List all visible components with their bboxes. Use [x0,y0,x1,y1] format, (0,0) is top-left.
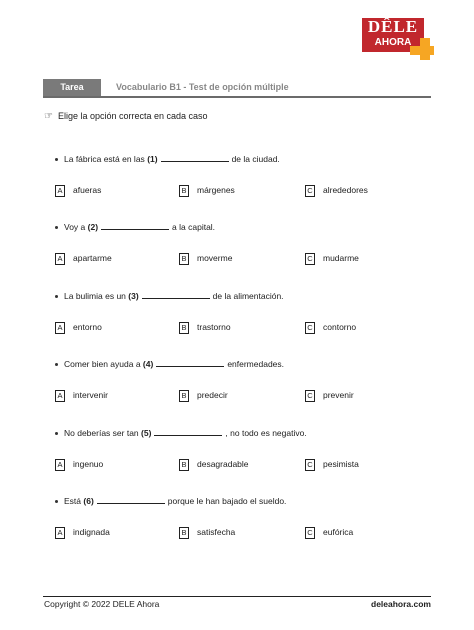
option-letter-box[interactable]: C [305,253,315,265]
bullet-icon [55,500,58,503]
answer-blank[interactable] [161,152,229,162]
option-c[interactable] [305,526,353,539]
bullet-icon [55,432,58,435]
question-6 [55,494,286,507]
option-letter-box[interactable]: B [179,527,189,539]
option-label: márgenes [197,185,235,195]
question-post: , no todo es negativo. [225,428,307,438]
option-letter-box[interactable]: A [55,459,65,471]
question-post: porque le han bajado el sueldo. [167,496,287,506]
option-letter-box[interactable]: B [179,390,189,402]
option-a[interactable] [55,389,108,402]
question-number: (3) [128,291,139,301]
dele-ahora-logo [362,12,434,60]
answer-blank[interactable] [154,426,222,436]
question-pre: Está [64,496,82,506]
option-letter-box[interactable]: C [305,185,315,197]
question-number: (1) [147,154,158,164]
answer-blank[interactable] [97,494,165,504]
option-label: pesimista [323,459,359,469]
question-number: (4) [142,359,154,369]
option-letter-box[interactable]: A [55,322,65,334]
option-label: eufórica [323,527,354,537]
answer-blank[interactable] [101,220,169,230]
question-pre: Voy a [64,222,86,232]
question-3 [55,289,284,302]
option-letter-box[interactable]: A [55,185,65,197]
option-b[interactable] [179,184,235,197]
option-letter-box[interactable]: B [179,253,189,265]
question-number: (2) [87,222,99,232]
option-b[interactable] [179,526,235,539]
option-label: satisfecha [197,527,236,537]
question-5 [55,426,307,439]
option-label: afueras [73,185,102,195]
footer-divider [43,596,431,597]
logo-title: DÊLE [367,17,419,36]
option-letter-box[interactable]: C [305,390,315,402]
bullet-icon [55,226,58,229]
instruction [44,110,208,123]
option-c[interactable] [305,458,359,471]
site-link[interactable]: deleahora.com [371,599,431,609]
option-a[interactable] [55,458,103,471]
header-bar [43,79,431,98]
task-tag: Tarea [43,79,101,96]
option-letter-box[interactable]: C [305,527,315,539]
question-pre: Comer bien ayuda a [64,359,141,369]
question-post: de la alimentación. [212,291,284,301]
bullet-icon [55,158,58,161]
option-letter-box[interactable]: A [55,527,65,539]
copyright-text: Copyright © 2022 DELE Ahora [44,599,160,609]
option-a[interactable] [55,184,101,197]
option-label: intervenir [73,390,108,400]
option-label: prevenir [323,390,354,400]
option-letter-box[interactable]: C [305,459,315,471]
question-2 [55,220,215,233]
option-letter-box[interactable]: B [179,459,189,471]
option-label: desagradable [197,459,249,469]
option-label: moverme [197,253,233,263]
question-pre: La bulimia es un [64,291,126,301]
logo-subtitle: AHORA [374,37,412,48]
question-pre: La fábrica está en las [64,154,145,164]
instruction-text: Elige la opción correcta en cada caso [57,111,208,121]
option-label: contorno [323,322,357,332]
option-a[interactable] [55,526,110,539]
option-letter-box[interactable]: C [305,322,315,334]
question-post: enfermedades. [227,359,285,369]
option-letter-box[interactable]: A [55,390,65,402]
option-letter-box[interactable]: B [179,185,189,197]
option-label: apartarme [73,253,112,263]
page-title: Vocabulario B1 - Test de opción múltiple [116,82,289,92]
question-post: a la capital. [172,222,216,232]
option-label: predecir [197,390,228,400]
bullet-icon [55,363,58,366]
question-1 [55,152,280,165]
option-label: trastorno [197,322,231,332]
question-pre: No deberías ser tan [64,428,139,438]
option-label: alrededores [323,185,368,195]
option-c[interactable] [305,389,354,402]
question-number: (6) [83,496,94,506]
answer-blank[interactable] [156,357,224,367]
answer-blank[interactable] [142,289,210,299]
option-letter-box[interactable]: B [179,322,189,334]
bullet-icon [55,295,58,298]
option-label: mudarme [323,253,359,263]
option-b[interactable] [179,252,232,265]
option-c[interactable] [305,184,368,197]
option-letter-box[interactable]: A [55,253,65,265]
option-label: ingenuo [73,459,104,469]
question-post: de la ciudad. [231,154,280,164]
option-c[interactable] [305,321,356,334]
question-number: (5) [141,428,152,438]
option-c[interactable] [305,252,359,265]
option-b[interactable] [179,389,228,402]
pointing-hand-icon: ☞ [44,111,53,122]
option-b[interactable] [179,458,249,471]
option-a[interactable] [55,252,112,265]
option-b[interactable] [179,321,231,334]
question-4 [55,357,284,370]
option-label: entorno [73,322,102,332]
option-a[interactable] [55,321,102,334]
option-label: indignada [73,527,110,537]
